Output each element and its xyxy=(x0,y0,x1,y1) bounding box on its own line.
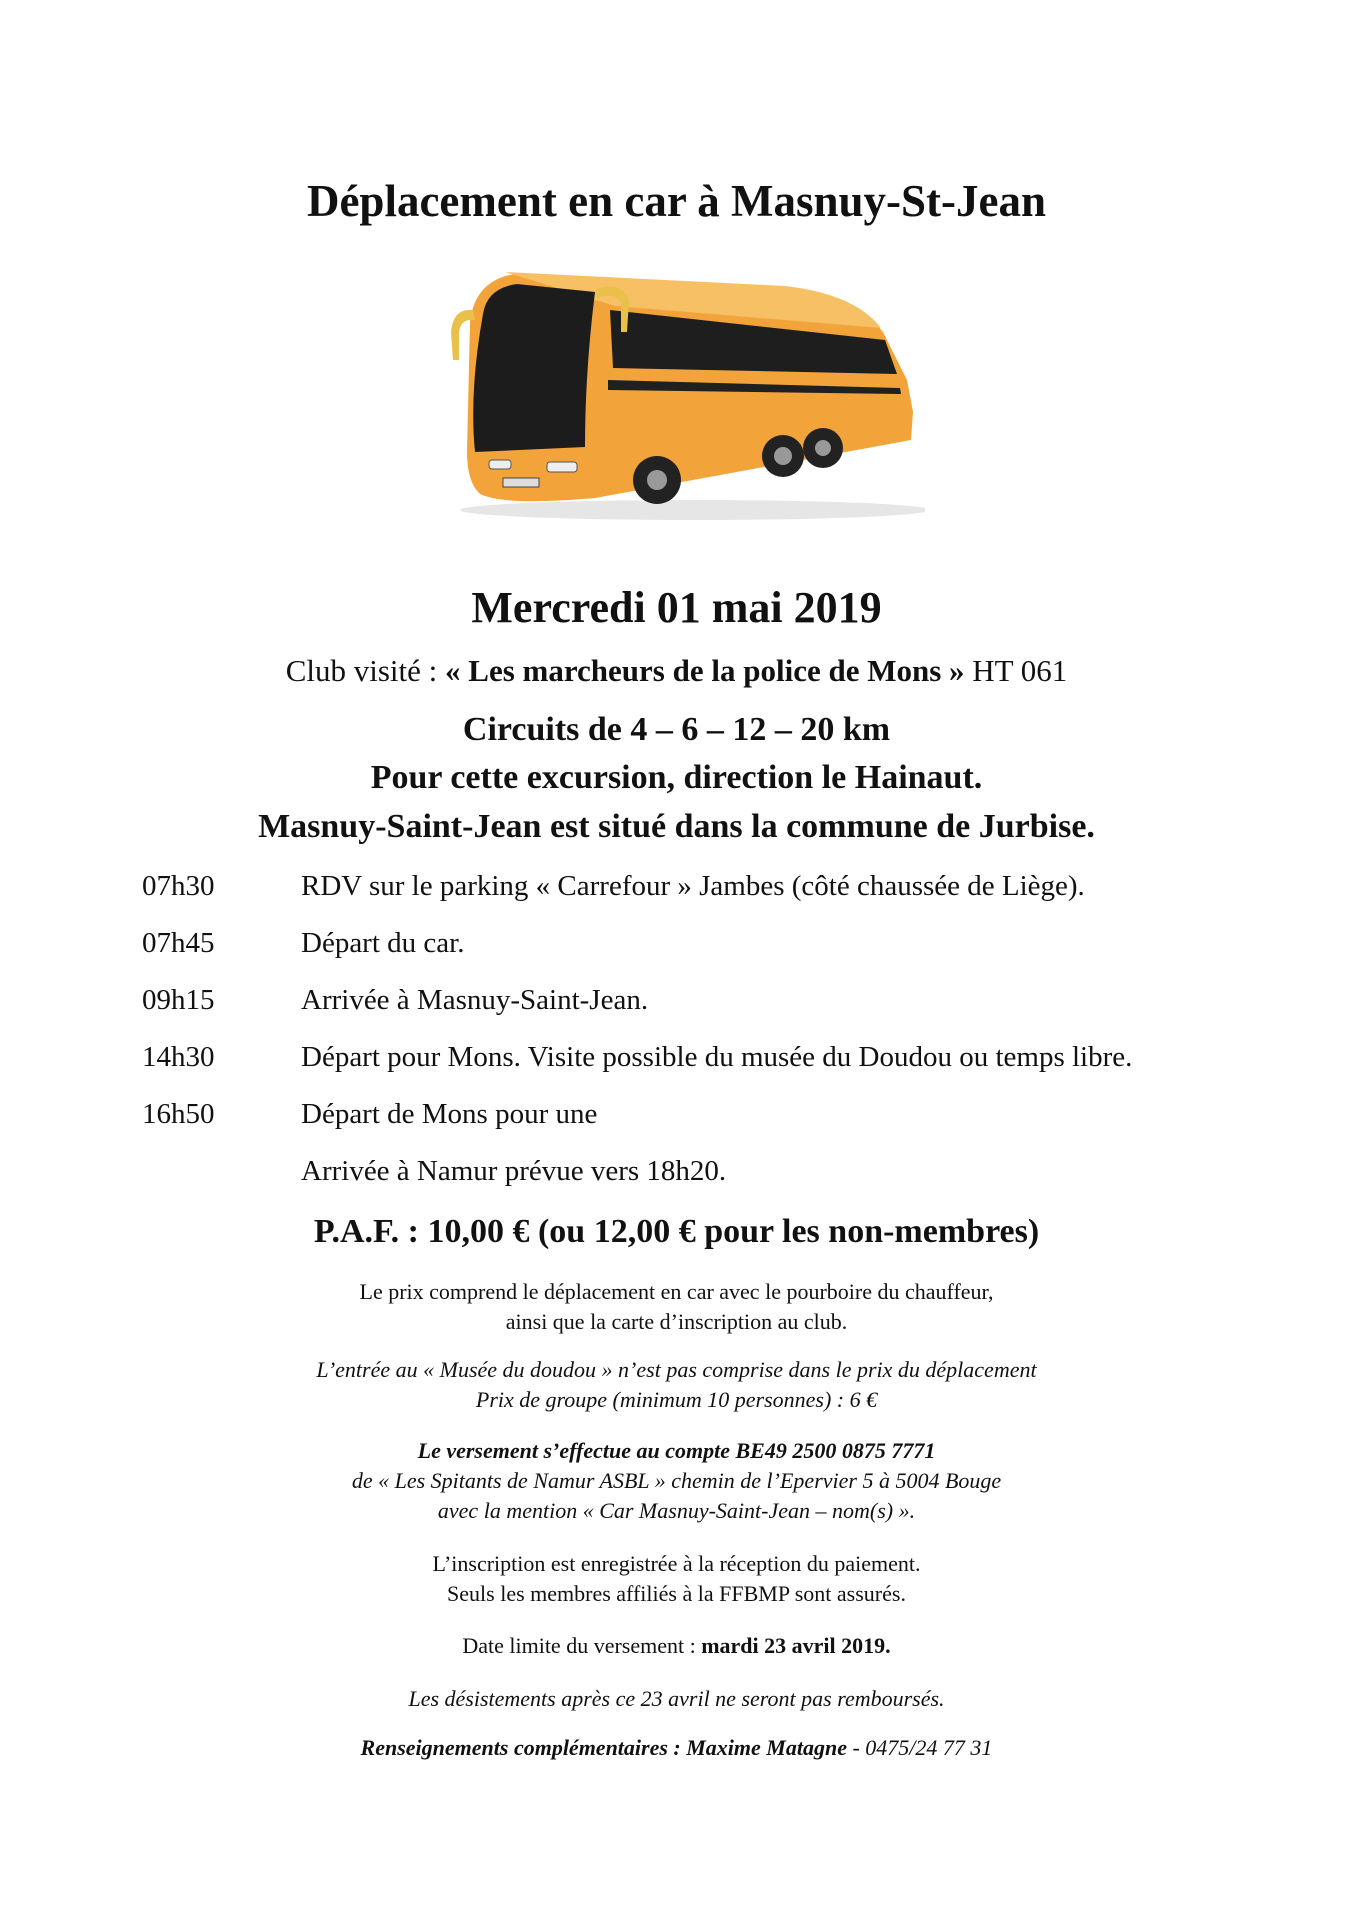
page-title: Déplacement en car à Masnuy-St-Jean xyxy=(306,176,1047,226)
schedule-text: Arrivée à Masnuy-Saint-Jean. xyxy=(301,984,649,1016)
club-prefix: Club visité : xyxy=(285,653,446,688)
schedule-time: 07h30 xyxy=(142,870,215,902)
bus-icon xyxy=(445,262,925,524)
schedule-row xyxy=(142,1098,1292,1155)
museum-note xyxy=(0,1355,1353,1415)
schedule-text: RDV sur le parking « Carrefour » Jambes (côté chaussée de Liège). xyxy=(301,870,1085,902)
payment-beneficiary: de « Les Spitants de Namur ASBL » chemin de l’Epervier 5 à 5004 Bouge xyxy=(351,1468,1002,1493)
payment-reference: avec la mention « Car Masnuy-Saint-Jean – nom(s) ». xyxy=(437,1498,916,1523)
deadline-date: mardi 23 avril 2019. xyxy=(701,1633,891,1658)
registration-line: L’inscription est enregistrée à la réception du paiement. xyxy=(432,1551,921,1576)
schedule-time: 09h15 xyxy=(142,984,215,1016)
schedule-time: 16h50 xyxy=(142,1098,215,1130)
schedule-row xyxy=(142,927,1292,984)
registration-note xyxy=(0,1549,1353,1609)
schedule-text: Départ pour Mons. Visite possible du musée du Doudou ou temps libre. xyxy=(301,1041,1133,1073)
commune-line: Masnuy-Saint-Jean est situé dans la commune de Jurbise. xyxy=(258,808,1095,845)
withdrawal-note: Les désistements après ce 23 avril ne seront pas remboursés. xyxy=(408,1686,945,1711)
club-code: HT 061 xyxy=(964,653,1068,688)
price-line: P.A.F. : 10,00 € (ou 12,00 € pour les non-membres) xyxy=(313,1213,1040,1250)
registration-line: Seuls les membres affiliés à la FFBMP sont assurés. xyxy=(447,1581,906,1606)
schedule-row xyxy=(142,870,1292,927)
deadline-label: Date limite du versement : xyxy=(462,1633,702,1658)
club-name: « Les marcheurs de la police de Mons » xyxy=(445,653,965,688)
contact-label: Renseignements complémentaires : Maxime Matagne xyxy=(360,1735,847,1760)
contact-line xyxy=(0,1733,1353,1763)
price-note xyxy=(0,1277,1353,1337)
schedule-row xyxy=(142,1041,1292,1098)
schedule-text: Départ du car. xyxy=(301,927,465,959)
deadline-line xyxy=(0,1631,1353,1661)
schedule-row xyxy=(142,984,1292,1041)
payment-info xyxy=(0,1436,1353,1526)
event-date: Mercredi 01 mai 2019 xyxy=(471,583,882,632)
schedule-time: 07h45 xyxy=(142,927,215,959)
payment-account: Le versement s’effectue au compte BE49 2500 0875 7771 xyxy=(417,1438,936,1463)
price-note-line: Le prix comprend le déplacement en car avec le pourboire du chauffeur, xyxy=(359,1279,994,1304)
schedule-text: Départ de Mons pour une xyxy=(301,1098,598,1130)
schedule-row xyxy=(142,1155,1292,1212)
circuits-line: Circuits de 4 – 6 – 12 – 20 km xyxy=(462,711,891,748)
schedule-time: 14h30 xyxy=(142,1041,215,1073)
club-line xyxy=(0,653,1353,689)
museum-note-line: L’entrée au « Musée du doudou » n’est pas comprise dans le prix du déplacement xyxy=(316,1357,1037,1382)
price-note-line: ainsi que la carte d’inscription au club. xyxy=(505,1309,848,1334)
schedule-list xyxy=(142,870,1292,1212)
direction-line: Pour cette excursion, direction le Hainaut. xyxy=(370,759,983,796)
contact-phone: - 0475/24 77 31 xyxy=(846,1735,993,1760)
museum-note-line: Prix de groupe (minimum 10 personnes) : 6 € xyxy=(475,1387,878,1412)
schedule-text: Arrivée à Namur prévue vers 18h20. xyxy=(301,1155,727,1187)
